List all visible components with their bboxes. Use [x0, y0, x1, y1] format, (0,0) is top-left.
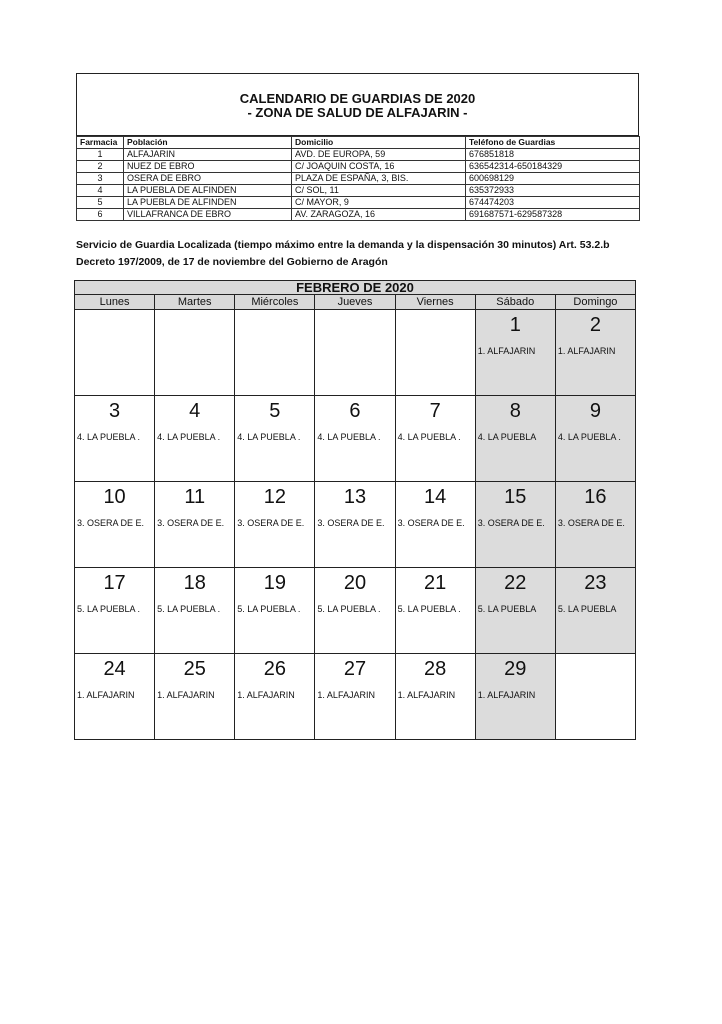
calendar-week-row: [75, 310, 636, 396]
pharmacy-domicilio-cell: C/ SOL, 11: [292, 185, 466, 197]
pharmacy-domicilio-cell: PLAZA DE ESPAÑA, 3, BIS.: [292, 173, 466, 185]
day-pharmacy: 1. ALFAJARIN: [157, 690, 215, 700]
day-pharmacy: 5. LA PUEBLA .: [317, 604, 381, 614]
calendar-day-cell: [75, 396, 155, 482]
day-number: 18: [183, 572, 206, 594]
pharmacy-num-cell: 6: [77, 209, 124, 221]
calendar-day-cell: [555, 396, 635, 482]
calendar-day-cell: [555, 654, 635, 740]
calendar-week-row: [75, 482, 636, 568]
calendar-day-cell: [75, 310, 155, 396]
pharmacy-domicilio-cell: C/ JOAQUIN COSTA, 16: [292, 161, 466, 173]
day-number: 7: [429, 400, 441, 422]
day-number: 8: [509, 400, 521, 422]
calendar-day-cell: [155, 482, 235, 568]
day-number: 10: [103, 486, 126, 508]
calendar-day-cell: [75, 654, 155, 740]
calendar-day-cell: [555, 482, 635, 568]
day-number: 6: [349, 400, 361, 422]
pharmacy-poblacion-cell: LA PUEBLA DE ALFINDEN: [124, 185, 292, 197]
calendar-day-cell: [155, 310, 235, 396]
calendar-day-cell: [475, 482, 555, 568]
pharmacy-table-header: [77, 137, 640, 149]
pharmacy-telefono-cell: 676851818: [466, 149, 640, 161]
pharmacy-table-body: [77, 149, 640, 221]
header-telefono: Teléfono de Guardias: [466, 137, 640, 149]
day-number: 1: [509, 314, 521, 336]
header-domicilio: Domicilio: [292, 137, 466, 149]
day-pharmacy: 5. LA PUEBLA .: [237, 604, 301, 614]
day-number: 15: [504, 486, 527, 508]
calendar-week-row: [75, 568, 636, 654]
weekday-header: Miércoles: [235, 295, 315, 310]
pharmacy-telefono-cell: 691687571-629587328: [466, 209, 640, 221]
calendar-day-cell: [475, 310, 555, 396]
pharmacy-poblacion-cell: NUEZ DE EBRO: [124, 161, 292, 173]
calendar-day-cell: [75, 482, 155, 568]
day-number: 12: [263, 486, 286, 508]
day-pharmacy: 1. ALFAJARIN: [397, 690, 456, 700]
day-pharmacy: 3. OSERA DE E.: [477, 518, 545, 528]
calendar-day-cell: [395, 654, 475, 740]
day-pharmacy: 4. LA PUEBLA .: [77, 432, 141, 442]
header-poblacion: Población: [124, 137, 292, 149]
calendar-day-cell: [315, 310, 395, 396]
day-pharmacy: 4. LA PUEBLA .: [557, 432, 621, 442]
day-pharmacy: 5. LA PUEBLA .: [157, 604, 221, 614]
day-pharmacy: 4. LA PUEBLA .: [317, 432, 381, 442]
calendar-week-row: [75, 396, 636, 482]
weekday-header-row: [75, 295, 636, 310]
weekday-header: Martes: [155, 295, 235, 310]
calendar-title: FEBRERO DE 2020: [74, 280, 636, 294]
day-pharmacy: 3. OSERA DE E.: [157, 518, 225, 528]
day-pharmacy: 3. OSERA DE E.: [397, 518, 465, 528]
day-pharmacy: 1. ALFAJARIN: [477, 690, 536, 700]
calendar-day-cell: [555, 310, 635, 396]
pharmacy-table: [76, 136, 640, 221]
pharmacy-poblacion-cell: LA PUEBLA DE ALFINDEN: [124, 197, 292, 209]
day-number: 20: [343, 572, 367, 594]
day-number: 9: [589, 400, 601, 422]
calendar-day-cell: [395, 568, 475, 654]
day-pharmacy: 5. LA PUEBLA .: [77, 604, 141, 614]
day-pharmacy: 1. ALFAJARIN: [557, 346, 616, 356]
pharmacy-num-cell: 4: [77, 185, 124, 197]
day-number: 21: [424, 572, 447, 594]
day-pharmacy: 1. ALFAJARIN: [317, 690, 375, 700]
weekday-header: Sábado: [475, 295, 555, 310]
day-pharmacy: 4. LA PUEBLA .: [397, 432, 461, 442]
day-pharmacy: 5. LA PUEBLA .: [397, 604, 461, 614]
calendar-day-cell: [555, 568, 635, 654]
day-pharmacy: 5. LA PUEBLA: [557, 604, 617, 614]
document-title: [76, 92, 639, 120]
day-number: 23: [584, 572, 607, 594]
pharmacy-domicilio-cell: AV. ZARAGOZA, 16: [292, 209, 466, 221]
day-number: 29: [504, 658, 527, 680]
calendar-day-cell: [235, 310, 315, 396]
calendar-day-cell: [475, 396, 555, 482]
day-number: 24: [103, 658, 126, 680]
title-line-2: - ZONA DE SALUD DE ALFAJARIN -: [247, 105, 468, 120]
day-pharmacy: 3. OSERA DE E.: [237, 518, 305, 528]
pharmacy-num-cell: 1: [77, 149, 124, 161]
day-number: 25: [183, 658, 206, 680]
pharmacy-domicilio-cell: AVD. DE EUROPA, 59: [292, 149, 466, 161]
note-line-2: Decreto 197/2009, de 17 de noviembre del Gobierno de Aragón: [76, 256, 388, 268]
pharmacy-telefono-cell: 674474203: [466, 197, 640, 209]
header-farmacia: Farmacia: [77, 137, 124, 149]
weekday-header: Lunes: [75, 295, 155, 310]
table-row: [77, 161, 640, 173]
pharmacy-num-cell: 3: [77, 173, 124, 185]
day-number: 13: [343, 486, 367, 508]
weekday-header: Jueves: [315, 295, 395, 310]
calendar-day-cell: [315, 568, 395, 654]
pharmacy-num-cell: 2: [77, 161, 124, 173]
day-pharmacy: 4. LA PUEBLA .: [237, 432, 301, 442]
pharmacy-poblacion-cell: OSERA DE EBRO: [124, 173, 292, 185]
pharmacy-telefono-cell: 600698129: [466, 173, 640, 185]
day-pharmacy: 1. ALFAJARIN: [77, 690, 135, 700]
calendar-day-cell: [155, 568, 235, 654]
calendar-week-row: [75, 654, 636, 740]
day-number: 28: [424, 658, 447, 680]
calendar-day-cell: [155, 654, 235, 740]
day-pharmacy: 3. OSERA DE E.: [557, 518, 625, 528]
calendar-day-cell: [395, 482, 475, 568]
day-pharmacy: 3. OSERA DE E.: [77, 518, 145, 528]
table-row: [77, 173, 640, 185]
weekday-header: Domingo: [555, 295, 635, 310]
day-pharmacy: 5. LA PUEBLA: [477, 604, 537, 614]
note-line-1: Servicio de Guardia Localizada (tiempo máximo entre la demanda y la dispensación 30 minutos) Art. 53.2.b: [76, 239, 610, 251]
day-number: 5: [269, 400, 281, 422]
calendar-day-cell: [395, 310, 475, 396]
calendar-day-cell: [235, 654, 315, 740]
calendar-day-cell: [235, 482, 315, 568]
day-number: 3: [109, 400, 121, 422]
day-number: 11: [184, 486, 206, 508]
table-row: [77, 185, 640, 197]
day-number: 14: [424, 486, 447, 508]
calendar-day-cell: [315, 654, 395, 740]
pharmacy-telefono-cell: 636542314-650184329: [466, 161, 640, 173]
day-number: 16: [584, 486, 607, 508]
table-row: [77, 149, 640, 161]
day-number: 22: [504, 572, 527, 594]
table-row: [77, 209, 640, 221]
day-pharmacy: 1. ALFAJARIN: [237, 690, 295, 700]
calendar-day-cell: [395, 396, 475, 482]
service-note: [76, 237, 656, 271]
day-pharmacy: 1. ALFAJARIN: [477, 346, 536, 356]
calendar-day-cell: [315, 396, 395, 482]
calendar-body: [75, 310, 636, 740]
day-number: 17: [103, 572, 126, 594]
day-pharmacy: 4. LA PUEBLA .: [157, 432, 221, 442]
day-number: 4: [189, 400, 201, 422]
day-number: 26: [263, 658, 286, 680]
calendar-day-cell: [155, 396, 235, 482]
calendar-day-cell: [315, 482, 395, 568]
title-line-1: CALENDARIO DE GUARDIAS DE 2020: [239, 91, 476, 106]
day-number: 2: [589, 314, 601, 336]
table-row: [77, 197, 640, 209]
calendar-day-cell: [75, 568, 155, 654]
pharmacy-domicilio-cell: C/ MAYOR, 9: [292, 197, 466, 209]
calendar-day-cell: [235, 568, 315, 654]
day-pharmacy: 4. LA PUEBLA: [477, 432, 537, 442]
day-pharmacy: 3. OSERA DE E.: [317, 518, 385, 528]
day-number: 19: [263, 572, 286, 594]
pharmacy-poblacion-cell: VILLAFRANCA DE EBRO: [124, 209, 292, 221]
pharmacy-telefono-cell: 635372933: [466, 185, 640, 197]
day-number: 27: [343, 658, 367, 680]
calendar-day-cell: [475, 568, 555, 654]
pharmacy-poblacion-cell: ALFAJARIN: [124, 149, 292, 161]
calendar-day-cell: [475, 654, 555, 740]
weekday-header: Viernes: [395, 295, 475, 310]
calendar-day-cell: [235, 396, 315, 482]
pharmacy-num-cell: 5: [77, 197, 124, 209]
calendar-grid: [74, 294, 636, 740]
